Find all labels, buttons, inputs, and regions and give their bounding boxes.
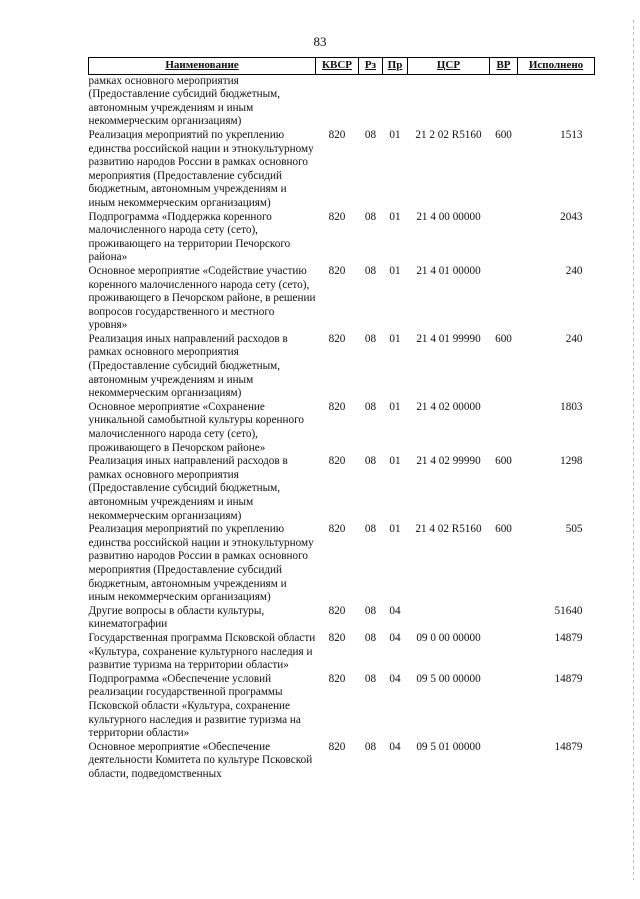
table-row bbox=[89, 632, 595, 673]
header-name: Наименование bbox=[89, 58, 316, 75]
cell-vr: 600 bbox=[495, 455, 512, 468]
table-row bbox=[89, 605, 595, 632]
cell-vr bbox=[490, 632, 518, 673]
table-row bbox=[89, 265, 595, 333]
cell-done: 14879 bbox=[554, 631, 583, 644]
budget-table bbox=[88, 57, 595, 781]
cell-vr: 600 bbox=[495, 523, 512, 536]
cell-vr: 600 bbox=[495, 332, 512, 345]
cell-vr bbox=[490, 605, 518, 632]
table-body bbox=[89, 74, 595, 781]
cell-done: 505 bbox=[565, 523, 583, 536]
cell-done: 1298 bbox=[560, 455, 583, 468]
cell-name: Основное мероприятие «Сохранение уникальной самобытной культуры коренного малочисленного народа сету (сето), проживающего в Печорском районе» bbox=[88, 400, 305, 454]
cell-kvsr: 820 bbox=[328, 604, 346, 617]
header-vr: ВР bbox=[490, 58, 518, 75]
cell-csr: 09 0 00 00000 bbox=[416, 631, 481, 644]
cell-pr: 01 bbox=[389, 400, 401, 413]
cell-vr bbox=[490, 265, 518, 333]
cell-done: 14879 bbox=[554, 740, 583, 753]
cell-name: Подпрограмма «Поддержка коренного малочисленного народа сету (сето), проживающего на территории Печорского района» bbox=[88, 210, 291, 264]
cell-kvsr bbox=[316, 74, 359, 129]
table-row bbox=[89, 455, 595, 523]
table-row bbox=[89, 129, 595, 211]
cell-pr: 04 bbox=[389, 604, 401, 617]
cell-name: Основное мероприятие «Содействие участию коренного малочисленного народа сету (сето), проживающего в Печорском районе, в решении вопросов государственного и местного уровня» bbox=[88, 264, 316, 332]
cell-csr bbox=[408, 605, 490, 632]
cell-pr: 04 bbox=[389, 672, 401, 685]
scan-edge-line bbox=[633, 20, 634, 880]
cell-pr: 01 bbox=[389, 128, 401, 141]
cell-name: Подпрограмма «Обеспечение условий реализации государственной программы Псковской области «Культура, сохранение культурного наследия и развитие туризма на территории области» bbox=[88, 672, 301, 740]
cell-vr bbox=[490, 673, 518, 741]
table-row bbox=[89, 741, 595, 782]
cell-csr: 21 4 01 00000 bbox=[416, 264, 481, 277]
cell-kvsr: 820 bbox=[328, 264, 346, 277]
cell-name: Основное мероприятие «Обеспечение деятельности Комитета по культуре Псковской области, подведомственных bbox=[88, 740, 313, 780]
cell-done: 14879 bbox=[554, 672, 583, 685]
cell-vr: 600 bbox=[495, 128, 512, 141]
table-header-row bbox=[89, 58, 595, 75]
cell-rz: 08 bbox=[364, 631, 377, 644]
table-row bbox=[89, 673, 595, 741]
cell-rz: 08 bbox=[364, 210, 377, 223]
cell-rz: 08 bbox=[364, 455, 377, 468]
cell-pr: 01 bbox=[389, 523, 401, 536]
cell-rz: 08 bbox=[364, 128, 377, 141]
cell-vr bbox=[490, 401, 518, 455]
cell-pr bbox=[383, 74, 408, 129]
cell-rz: 08 bbox=[364, 740, 377, 753]
cell-kvsr: 820 bbox=[328, 523, 346, 536]
cell-kvsr: 820 bbox=[328, 740, 346, 753]
cell-name: рамках основного мероприятия (Предоставление субсидий бюджетным, автономным учреждениям и иным некоммерческим организациям) bbox=[88, 74, 281, 128]
page-number: 83 bbox=[313, 34, 327, 49]
header-csr: ЦСР bbox=[408, 58, 490, 75]
cell-done: 1803 bbox=[560, 400, 583, 413]
cell-rz: 08 bbox=[364, 264, 377, 277]
header-pr: Пр bbox=[383, 58, 408, 75]
cell-rz bbox=[359, 74, 383, 129]
cell-csr: 21 4 02 99990 bbox=[416, 455, 481, 468]
table-row bbox=[89, 333, 595, 401]
cell-vr bbox=[490, 74, 518, 129]
cell-rz: 08 bbox=[364, 332, 377, 345]
cell-csr: 21 4 00 00000 bbox=[416, 210, 481, 223]
cell-done: 51640 bbox=[554, 604, 583, 617]
cell-done: 1513 bbox=[560, 128, 583, 141]
cell-csr: 21 4 02 R5160 bbox=[415, 523, 482, 536]
cell-kvsr: 820 bbox=[328, 672, 346, 685]
table-row bbox=[89, 211, 595, 265]
cell-done: 240 bbox=[565, 264, 583, 277]
cell-kvsr: 820 bbox=[328, 210, 346, 223]
cell-rz: 08 bbox=[364, 400, 377, 413]
table-row bbox=[89, 401, 595, 455]
cell-kvsr: 820 bbox=[328, 455, 346, 468]
cell-done: 2043 bbox=[560, 210, 583, 223]
cell-kvsr: 820 bbox=[328, 631, 346, 644]
cell-rz: 08 bbox=[364, 672, 377, 685]
cell-done: 240 bbox=[565, 332, 583, 345]
cell-csr: 21 4 01 99990 bbox=[416, 332, 481, 345]
cell-name: Реализация мероприятий по укреплению единства российской нации и этнокультурному развитию народов России в рамках основного мероприятия (Предоставление субсидий бюджетным, автономным учреждениям и иным некоммерческим организациям) bbox=[88, 523, 314, 604]
cell-done bbox=[518, 74, 595, 129]
cell-name: Реализация мероприятий по укреплению единства российской нации и этнокультурному развитию народов России в рамках основного мероприятия (Предоставление субсидий бюджетным, автономным учреждениям и иным некоммерческим организациям) bbox=[88, 128, 314, 209]
header-done: Исполнено bbox=[518, 58, 595, 75]
cell-pr: 04 bbox=[389, 631, 401, 644]
cell-pr: 01 bbox=[389, 332, 401, 345]
cell-kvsr: 820 bbox=[328, 332, 346, 345]
cell-pr: 01 bbox=[389, 210, 401, 223]
cell-name: Реализация иных направлений расходов в рамках основного мероприятия (Предоставление субсидий бюджетным, автономным учреждениям и иным некоммерческим организациям) bbox=[88, 455, 288, 522]
header-kvsr: КВСР bbox=[316, 58, 359, 75]
cell-csr: 09 5 01 00000 bbox=[416, 740, 481, 753]
cell-csr: 21 4 02 00000 bbox=[416, 400, 481, 413]
table-row bbox=[89, 523, 595, 605]
cell-name: Государственная программа Псковской области «Культура, сохранение культурного наследия и развитие туризма на территории области» bbox=[88, 631, 316, 672]
cell-rz: 08 bbox=[364, 523, 377, 536]
cell-pr: 01 bbox=[389, 264, 401, 277]
cell-pr: 04 bbox=[389, 740, 401, 753]
cell-name: Другие вопросы в области культуры, кинематографии bbox=[88, 604, 265, 631]
cell-csr: 09 5 00 00000 bbox=[416, 672, 481, 685]
cell-rz: 08 bbox=[364, 604, 377, 617]
cell-vr bbox=[490, 211, 518, 265]
cell-vr bbox=[490, 741, 518, 782]
header-rz: Рз bbox=[359, 58, 383, 75]
cell-pr: 01 bbox=[389, 455, 401, 468]
table-row bbox=[89, 74, 595, 129]
cell-kvsr: 820 bbox=[328, 400, 346, 413]
cell-csr: 21 2 02 R5160 bbox=[415, 128, 482, 141]
cell-csr bbox=[408, 74, 490, 129]
cell-kvsr: 820 bbox=[328, 128, 346, 141]
cell-name: Реализация иных направлений расходов в рамках основного мероприятия (Предоставление субсидий бюджетным, автономным учреждениям и иным некоммерческим организациям) bbox=[88, 332, 288, 400]
